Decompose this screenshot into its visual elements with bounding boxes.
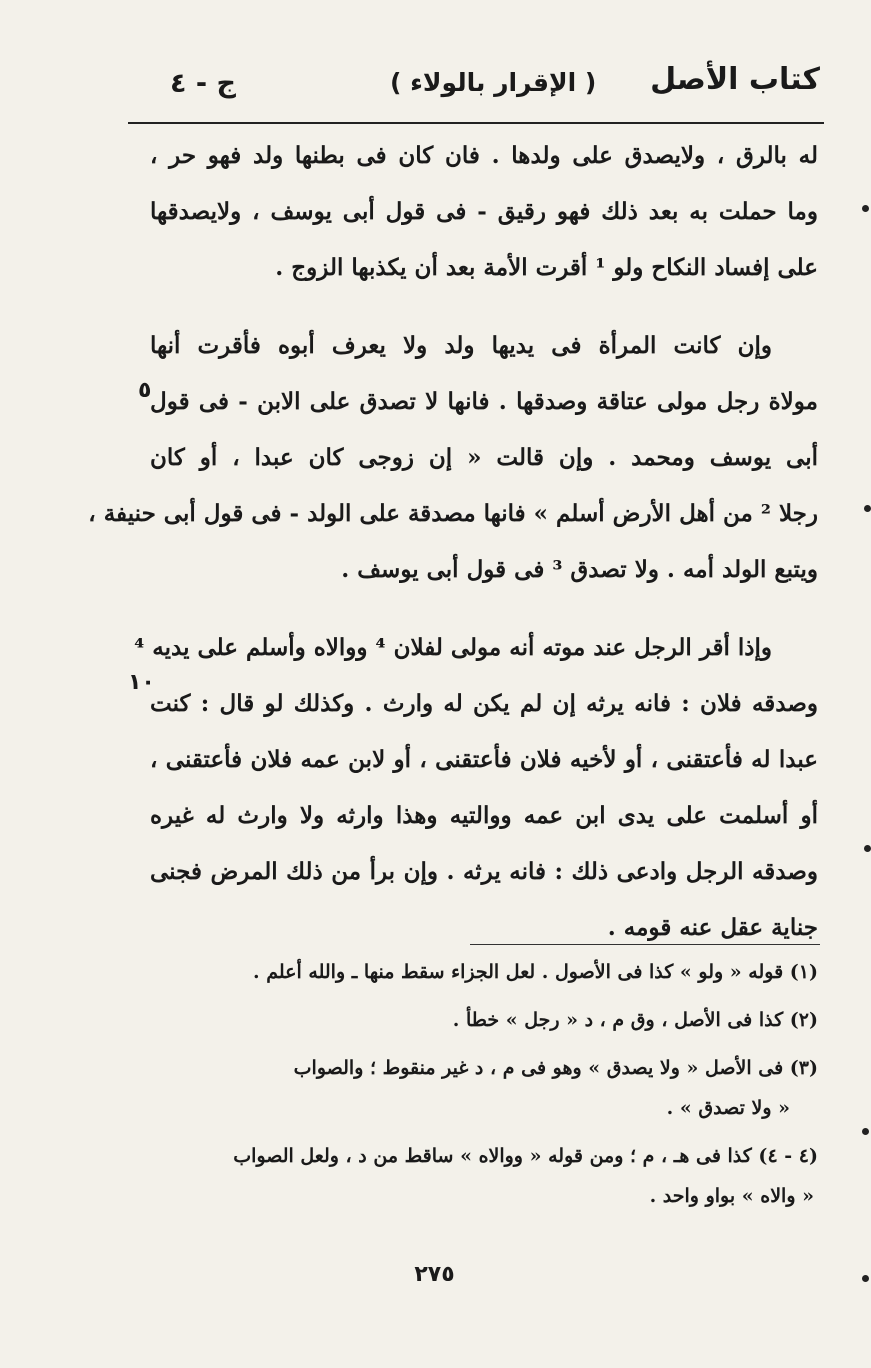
- scan-speck: [864, 845, 871, 852]
- scan-speck: [864, 505, 871, 512]
- footnote-rule: [470, 944, 820, 945]
- text-line: مولاة رجل مولى عتاقة وصدقها . فانها لا تصدق على الابن - فى قول: [150, 388, 818, 415]
- footnote: (١) قوله « ولو » كذا فى الأصول . لعل الجزاء سقط منها ـ والله أعلم .: [253, 961, 818, 983]
- text-line: أبى يوسف ومحمد . وإن قالت « إن زوجى كان عبدا ، أو كان: [150, 444, 818, 471]
- text-line: وما حملت به بعد ذلك فهو رقيق - فى قول أبى يوسف ، ولايصدقها: [150, 198, 818, 225]
- book-title: كتاب الأصل: [650, 62, 820, 97]
- chapter-title: ( الإقرار بالولاء ): [390, 68, 597, 97]
- footnotes: [150, 952, 818, 1216]
- text-line: ويتبع الولد أمه . ولا تصدق ³ فى قول أبى يوسف .: [341, 556, 818, 583]
- text-line: أو أسلمت على يدى ابن عمه ووالتيه وهذا وارثه ولا وارث له غيره: [150, 802, 818, 829]
- footnote-continuation: « ولا تصدق » .: [666, 1097, 790, 1119]
- text-line: وإذا أقر الرجل عند موته أنه مولى لفلان ⁴ ووالاه وأسلم على يديه ⁴: [134, 634, 772, 661]
- scan-speck: [862, 1275, 869, 1282]
- text-line: وإن كانت المرأة فى يديها ولد ولا يعرف أبوه فأقرت أنها: [150, 332, 772, 359]
- margin-line-number: ١٠: [128, 670, 155, 695]
- margin-line-number: ٥: [138, 378, 152, 403]
- footnote-continuation: « والاه » بواو واحد .: [649, 1185, 814, 1207]
- text-line: له بالرق ، ولايصدق على ولدها . فان كان فى بطنها ولد فهو حر ،: [150, 142, 818, 169]
- running-header: [130, 62, 820, 112]
- text-line: عبدا له فأعتقنى ، أو لأخيه فلان فأعتقنى ، أو لابن عمه فلان فأعتقنى ،: [150, 746, 818, 773]
- scan-speck: [862, 1128, 869, 1135]
- header-rule: [128, 122, 824, 124]
- text-line: على إفساد النكاح ولو ¹ أقرت الأمة بعد أن يكذبها الزوج .: [275, 254, 818, 281]
- volume-label: ج - ٤: [170, 68, 236, 99]
- text-line: جناية عقل عنه قومه .: [607, 914, 818, 941]
- scan-speck: [862, 205, 869, 212]
- text-line: وصدقه الرجل وادعى ذلك : فانه يرثه . وإن برأ من ذلك المرض فجنى: [150, 858, 818, 885]
- footnote: (٤ - ٤) كذا فى هـ ، م ؛ ومن قوله « ووالاه » ساقط من د ، ولعل الصواب: [233, 1145, 818, 1167]
- text-line: وصدقه فلان : فانه يرثه إن لم يكن له وارث . وكذلك لو قال : كنت: [150, 690, 818, 717]
- text-line: رجلا ² من أهل الأرض أسلم » فانها مصدقة على الولد - فى قول أبى حنيفة ،: [88, 500, 818, 527]
- footnote: (٣) فى الأصل « ولا يصدق » وهو فى م ، د غير منقوط ؛ والصواب: [293, 1057, 818, 1079]
- page-number: ٢٧٥: [414, 1262, 455, 1287]
- footnote: (٢) كذا فى الأصل ، وق م ، د « رجل » خطأ .: [452, 1009, 818, 1031]
